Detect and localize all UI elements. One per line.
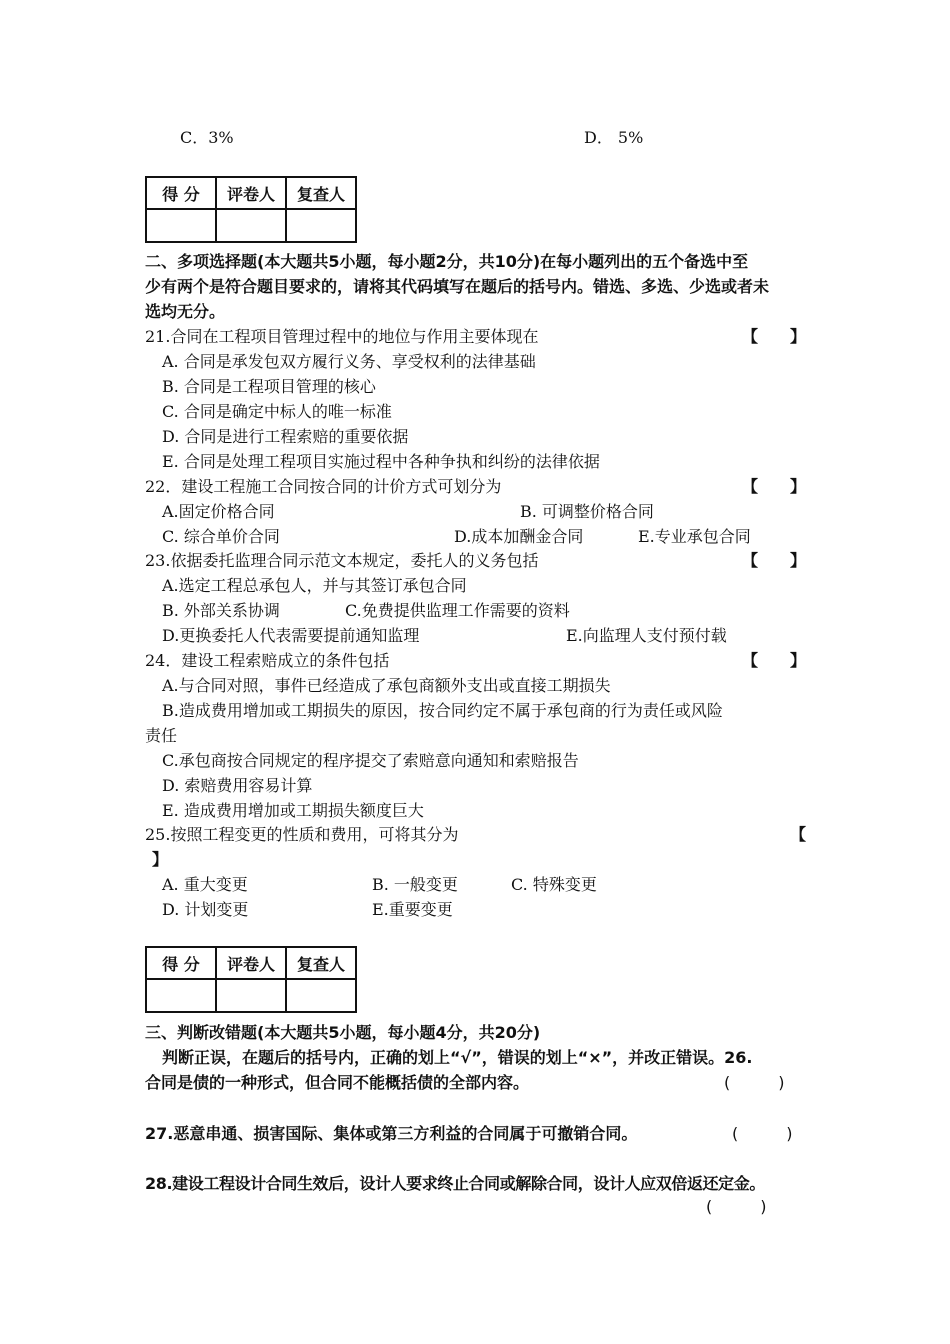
q22-answer-bracket[interactable]: 【 】 [742,477,807,496]
grader-cell[interactable] [216,979,286,1012]
reviewer-cell[interactable] [286,209,356,242]
reviewer-header: 复查人 [286,177,356,209]
q23-option-a: A.选定工程总承包人，并与其签订承包合同 [162,576,467,595]
q22-option-d: D.成本加酬金合同 [454,527,584,546]
q24-option-c: C.承包商按合同规定的程序提交了索赔意向通知和索赔报告 [162,751,579,770]
q24-option-b: B.造成费用增加或工期损失的原因，按合同约定不属于承包商的行为责任或风险 [162,701,723,720]
grader-header: 评卷人 [216,947,286,979]
q21-option-a: A. 合同是承发包双方履行义务、享受权利的法律基础 [162,352,536,371]
q21-option-b: B. 合同是工程项目管理的核心 [162,377,376,396]
score-cell[interactable] [146,979,216,1012]
q24-option-e: E. 造成费用增加或工期损失额度巨大 [162,801,424,820]
score-header: 得 分 [146,947,216,979]
section3-title: 三、判断改错题(本大题共5小题，每小题4分，共20分) [145,1023,541,1042]
q23-option-d: D.更换委托人代表需要提前通知监理 [162,626,420,645]
q27-answer-paren[interactable]: ( ) [732,1124,793,1143]
grader-cell[interactable] [216,209,286,242]
q26-text: 合同是债的一种形式，但合同不能概括债的全部内容。 [145,1073,530,1092]
q28-answer-paren[interactable]: ( ) [706,1197,767,1216]
q23-option-b: B. 外部关系协调 [162,601,280,620]
q22-option-a: A.固定价格合同 [162,502,275,521]
q21-option-c: C. 合同是确定中标人的唯一标准 [162,402,392,421]
reviewer-cell[interactable] [286,979,356,1012]
q25-option-d: D. 计划变更 [162,900,249,919]
q22-option-b: B. 可调整价格合同 [520,502,654,521]
q25-option-a: A. 重大变更 [162,875,248,894]
option-c: C．3% [180,128,234,147]
q21-answer-bracket[interactable]: 【 】 [742,327,807,346]
section3-instruction: 判断正误，在题后的括号内，正确的划上“√”，错误的划上“×”，并改正错误。26. [162,1048,753,1067]
q23-option-e: E.向监理人支付预付载 [566,626,727,645]
q23-stem: 23.依据委托监理合同示范文本规定，委托人的义务包括 [145,551,539,570]
q22-option-e: E.专业承包合同 [638,527,751,546]
section2-line2: 少有两个是符合题目要求的，请将其代码填写在题后的括号内。错选、多选、少选或者未 [145,277,770,296]
option-d: D． 5% [584,128,644,147]
q25-option-e: E.重要变更 [372,900,453,919]
q24-option-d: D. 索赔费用容易计算 [162,776,313,795]
q23-answer-bracket[interactable]: 【 】 [742,551,807,570]
q25-bracket-open[interactable]: 【 [790,825,807,844]
q24-option-a: A.与合同对照，事件已经造成了承包商额外支出或直接工期损失 [162,676,611,695]
q26-answer-paren[interactable]: ( ) [724,1073,785,1092]
q22-option-c: C. 综合单价合同 [162,527,280,546]
q24-stem: 24．建设工程索赔成立的条件包括 [145,651,390,670]
q27-text: 27.恶意串通、损害国际、集体或第三方利益的合同属于可撤销合同。 [145,1124,638,1143]
section2-line3: 选均无分。 [145,302,226,321]
q21-stem: 21.合同在工程项目管理过程中的地位与作用主要体现在 [145,327,539,346]
q25-option-b: B. 一般变更 [372,875,458,894]
grader-header: 评卷人 [216,177,286,209]
reviewer-header: 复查人 [286,947,356,979]
q22-stem: 22．建设工程施工合同按合同的计价方式可划分为 [145,477,502,496]
q23-option-c: C.免费提供监理工作需要的资料 [345,601,570,620]
score-box [145,176,357,243]
q25-bracket-close[interactable]: 】 [152,850,169,869]
score-cell[interactable] [146,209,216,242]
q25-option-c: C. 特殊变更 [511,875,597,894]
q24-answer-bracket[interactable]: 【 】 [742,651,807,670]
q21-option-e: E. 合同是处理工程项目实施过程中各种争执和纠纷的法律依据 [162,452,600,471]
q21-option-d: D. 合同是进行工程索赔的重要依据 [162,427,409,446]
section2-line1: 二、多项选择题(本大题共5小题，每小题2分，共10分)在每小题列出的五个备选中至 [145,252,749,271]
score-box-2 [145,946,357,1013]
score-header: 得 分 [146,177,216,209]
q24-option-b-cont: 责任 [145,726,178,745]
q25-stem: 25.按照工程变更的性质和费用，可将其分为 [145,825,459,844]
q28-text: 28.建设工程设计合同生效后，设计人要求终止合同或解除合同，设计人应双倍返还定金。 [145,1174,765,1193]
